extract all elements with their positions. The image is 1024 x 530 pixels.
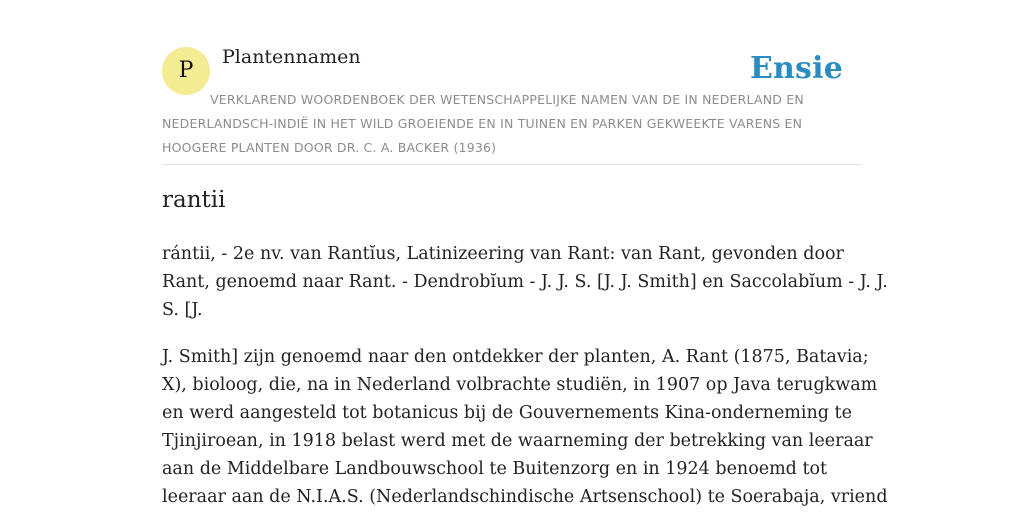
definition-line: leeraar aan de N.I.A.S. (Nederlandschindische Artsenschool) te Soerabaja, vriend [162,487,888,507]
ensie-logo-link[interactable]: Ensie [749,51,843,86]
entry-definition [162,240,888,530]
definition-line: X), bioloog, die, na in Nederland volbrachte studiën, in 1907 op Java terugkwam [162,375,878,395]
definition-line: aan de Middelbare Landbouwschool te Buitenzorg en in 1924 benoemd tot [162,459,828,479]
definition-line: S. [J. [162,300,203,320]
definition-line: en werd aangesteld tot botanicus bij de Gouvernements Kina-onderneming te [162,403,852,423]
dictionary-avatar[interactable]: P [162,47,210,95]
dictionary-title-link[interactable]: Plantennamen [222,46,361,68]
definition-line: Rant, genoemd naar Rant. - Dendrobĭum - J. J. S. [J. J. Smith] en Saccolabĭum - J. J. [162,272,888,292]
dictionary-header [162,0,862,165]
definition-line: rántii, - 2e nv. van Rantĭus, Latinizeering van Rant: van Rant, gevonden door [162,244,844,264]
subtitle-line: VERKLAREND WOORDENBOEK DER WETENSCHAPPELIJKE NAMEN VAN DE IN NEDERLAND EN [210,92,804,107]
entry-word: rantii [162,187,226,213]
dictionary-subtitle [162,88,862,160]
definition-line: J. Smith] zijn genoemd naar den ontdekker der planten, A. Rant (1875, Batavia; [162,347,869,367]
subtitle-line: NEDERLANDSCH-INDIË IN HET WILD GROEIENDE EN IN TUINEN EN PARKEN GEKWEEKTE VARENS EN [162,116,803,131]
definition-paragraph [162,343,888,511]
subtitle-line: HOOGERE PLANTEN DOOR DR. C. A. BACKER (1936) [162,140,497,155]
definition-paragraph [162,240,888,324]
page-content [162,0,888,507]
definition-line: Tjinjiroean, in 1918 belast werd met de waarneming der betrekking van leeraar [162,431,873,451]
